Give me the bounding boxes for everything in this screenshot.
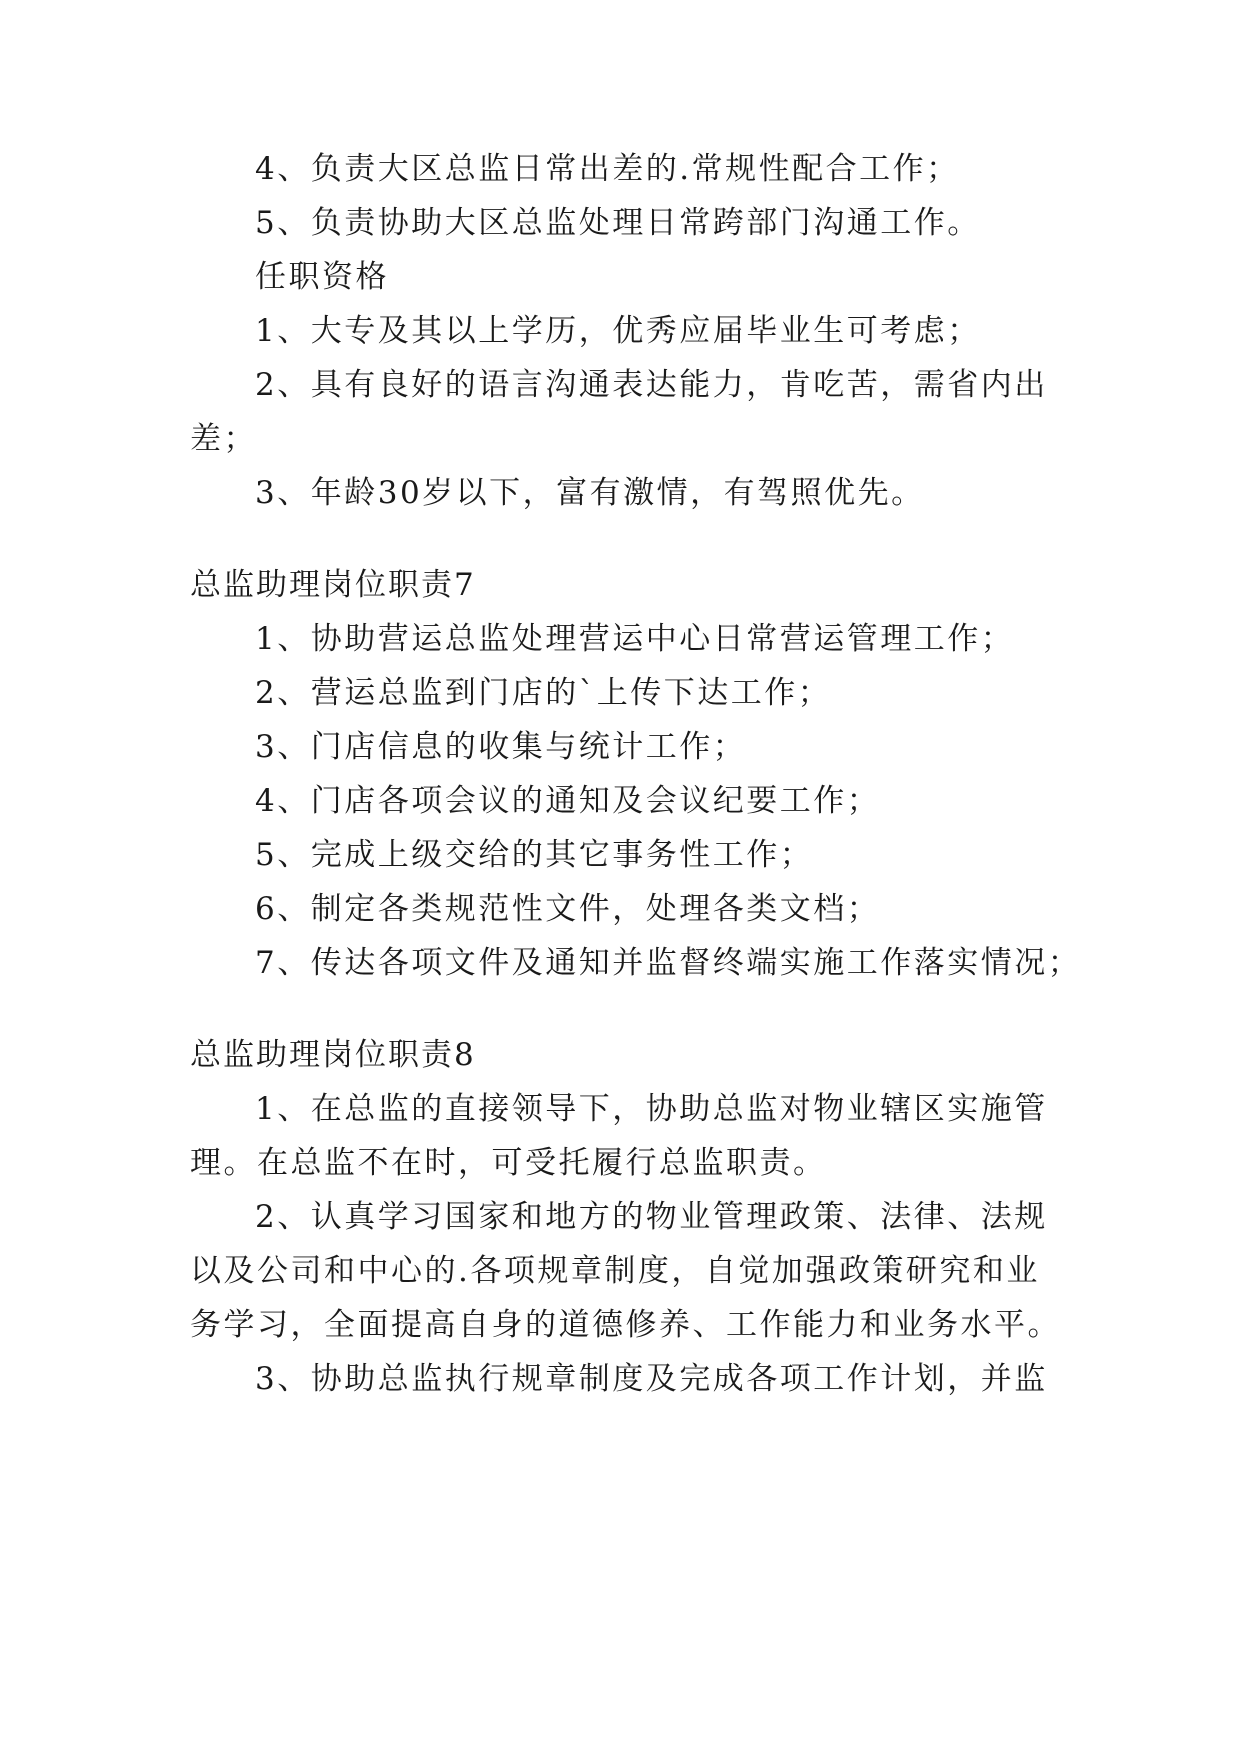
paragraph-line: 1、协助营运总监处理营运中心日常营运管理工作； — [255, 621, 1015, 657]
paragraph-line: 理。在总监不在时，可受托履行总监职责。 — [190, 1145, 827, 1181]
paragraph-line: 4、门店各项会议的通知及会议纪要工作； — [255, 783, 881, 819]
paragraph-line: 5、负责协助大区总监处理日常跨部门沟通工作。 — [255, 205, 981, 241]
paragraph-line: 2、具有良好的语言沟通表达能力，肯吃苦，需省内出 — [255, 367, 1048, 403]
section-label: 任职资格 — [255, 259, 389, 295]
paragraph-line: 务学习，全面提高自身的道德修养、工作能力和业务水平。 — [190, 1307, 1061, 1343]
paragraph-line: 2、营运总监到门店的`上传下达工作； — [255, 675, 832, 711]
paragraph-line: 5、完成上级交给的其它事务性工作； — [255, 837, 814, 873]
paragraph-line: 3、年龄30岁以下，富有激情，有驾照优先。 — [255, 475, 925, 511]
section-heading: 总监助理岗位职责8 — [190, 1037, 476, 1073]
paragraph-line: 差； — [190, 421, 257, 457]
paragraph-line: 3、门店信息的收集与统计工作； — [255, 729, 747, 765]
paragraph-line: 1、在总监的直接领导下，协助总监对物业辖区实施管 — [255, 1091, 1048, 1127]
paragraph-line: 6、制定各类规范性文件，处理各类文档； — [255, 891, 881, 927]
section-heading: 总监助理岗位职责7 — [190, 567, 476, 603]
paragraph-line: 2、认真学习国家和地方的物业管理政策、法律、法规 — [255, 1199, 1048, 1235]
paragraph-line: 7、传达各项文件及通知并监督终端实施工作落实情况； — [255, 945, 1082, 981]
paragraph-line: 1、大专及其以上学历，优秀应届毕业生可考虑； — [255, 313, 981, 349]
paragraph-line: 以及公司和中心的.各项规章制度，自觉加强政策研究和业 — [190, 1253, 1040, 1289]
paragraph-line: 4、负责大区总监日常出差的.常规性配合工作； — [255, 151, 960, 187]
paragraph-line: 3、协助总监执行规章制度及完成各项工作计划，并监 — [255, 1361, 1048, 1397]
